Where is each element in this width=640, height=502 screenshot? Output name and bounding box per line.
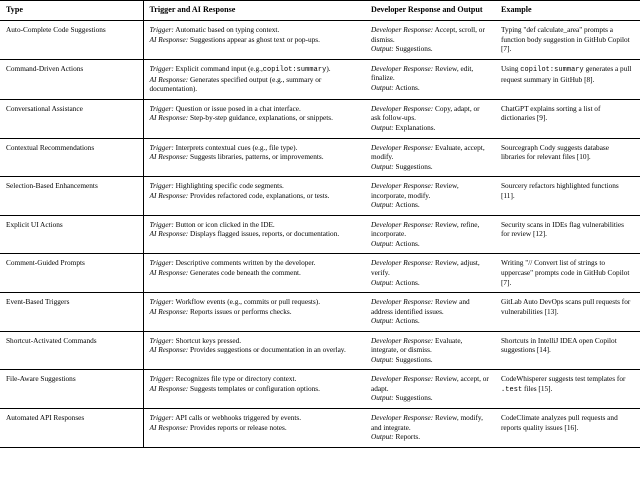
cell-example: Security scans in IDEs flag vulnerabilities for review [12]. [495, 215, 640, 254]
developer-response-line: Developer Response: Review and address identified issues. [371, 297, 470, 316]
trigger-line: Trigger: API calls or webhooks triggered by events. [149, 413, 302, 423]
developer-response-line: Developer Response: Accept, scroll, or dismiss. [371, 25, 485, 44]
output-label: Output: [371, 432, 394, 442]
cell-trigger-ai-response [143, 21, 365, 60]
ai-response-line: AI Response: Reports issues or performs checks. [149, 306, 292, 316]
cell-example: Writing "// Convert list of strings to uppercase" prompts code in GitHub Copilot [7]. [495, 254, 640, 293]
developer-response-label: Developer Response: [371, 335, 434, 345]
cell-type: Shortcut-Activated Commands [0, 331, 143, 370]
cell-example: GitLab Auto DevOps scans pull requests for vulnerabilities [13]. [495, 293, 640, 332]
output-line: Output: Reports. [371, 432, 421, 442]
cell-trigger-ai-response [143, 370, 365, 409]
table-row [0, 177, 640, 216]
cell-type: Comment-Guided Prompts [0, 254, 143, 293]
cell-type: Explicit UI Actions [0, 215, 143, 254]
developer-response-line: Developer Response: Review, incorporate, modify. [371, 181, 459, 200]
output-line: Output: Actions. [371, 238, 420, 248]
cell-developer-response-output [365, 215, 495, 254]
cell-trigger-ai-response [143, 293, 365, 332]
table-row [0, 293, 640, 332]
ai-response-label: AI Response: [149, 113, 189, 123]
table-row [0, 370, 640, 409]
developer-response-line: Developer Response: Evaluate, accept, modify. [371, 142, 485, 162]
ai-response-line: AI Response: Generates specified output (e.g., summary or documentation). [149, 74, 322, 94]
trigger-label: Trigger: [149, 103, 174, 113]
output-line: Output: Explanations. [371, 122, 436, 132]
output-label: Output: [371, 393, 394, 403]
column-header-example: Example [495, 1, 640, 21]
developer-response-line: Developer Response: Evaluate, integrate, or dismiss. [371, 335, 463, 355]
cell-developer-response-output [365, 331, 495, 370]
cell-developer-response-output [365, 138, 495, 177]
trigger-line: Trigger: Interprets contextual cues (e.g., file type). [149, 142, 298, 152]
trigger-line: Trigger: Recognizes file type or directory context. [149, 374, 297, 384]
table-row [0, 215, 640, 254]
cell-example: Shortcuts in IntelliJ IDEA open Copilot suggestions [14]. [495, 331, 640, 370]
cell-trigger-ai-response [143, 99, 365, 138]
developer-response-line: Developer Response: Review, accept, or adapt. [371, 374, 489, 393]
output-label: Output: [371, 238, 394, 248]
cell-example: Using copilot:summary generates a pull request summary in GitHub [8]. [495, 59, 640, 99]
header-row [0, 1, 640, 21]
output-label: Output: [371, 161, 394, 171]
code-literal: copilot:summary [262, 65, 327, 74]
developer-response-label: Developer Response: [371, 25, 434, 35]
output-line: Output: Suggestions. [371, 161, 433, 171]
developer-response-line: Developer Response: Copy, adapt, or ask follow-ups. [371, 103, 480, 123]
developer-response-line: Developer Response: Review, adjust, verify. [371, 258, 480, 277]
table-row [0, 59, 640, 99]
table-row [0, 409, 640, 448]
developer-response-label: Developer Response: [371, 142, 434, 152]
trigger-label: Trigger: [149, 181, 174, 191]
cell-type: Command-Driven Actions [0, 59, 143, 99]
ai-response-line: AI Response: Displays flagged issues, reports, or documentation. [149, 229, 340, 239]
trigger-label: Trigger: [149, 142, 174, 152]
ai-response-line: AI Response: Step-by-step guidance, explanations, or snippets. [149, 113, 333, 123]
table-row [0, 331, 640, 370]
cell-developer-response-output [365, 370, 495, 409]
cell-type: Contextual Recommendations [0, 138, 143, 177]
cell-developer-response-output [365, 293, 495, 332]
developer-response-label: Developer Response: [371, 63, 434, 73]
table-row [0, 99, 640, 138]
output-line: Output: Actions. [371, 82, 420, 92]
cell-developer-response-output [365, 177, 495, 216]
trigger-line: Trigger: Workflow events (e.g., commits or pull requests). [149, 297, 321, 307]
cell-developer-response-output [365, 99, 495, 138]
ai-response-label: AI Response: [149, 74, 189, 84]
trigger-line: Trigger: Button or icon clicked in the IDE. [149, 219, 275, 229]
trigger-line: Trigger: Explicit command input (e.g.,copilot:summary). [149, 63, 331, 74]
cell-type: Selection-Based Enhancements [0, 177, 143, 216]
ai-response-line: AI Response: Provides refactored code, explanations, or tests. [149, 190, 330, 200]
ai-response-label: AI Response: [149, 268, 189, 277]
code-literal: copilot:summary [520, 65, 584, 74]
cell-trigger-ai-response [143, 254, 365, 293]
cell-type: Event-Based Triggers [0, 293, 143, 332]
output-label: Output: [371, 316, 394, 326]
output-line: Output: Actions. [371, 200, 420, 210]
output-label: Output: [371, 354, 394, 364]
output-label: Output: [371, 277, 394, 287]
output-line: Output: Suggestions. [371, 44, 433, 54]
developer-response-label: Developer Response: [371, 258, 434, 268]
column-header-type: Type [0, 1, 143, 21]
trigger-line: Trigger: Shortcut keys pressed. [149, 335, 242, 345]
output-line: Output: Actions. [371, 277, 420, 287]
trigger-line: Trigger: Descriptive comments written by the developer. [149, 258, 316, 268]
cell-developer-response-output [365, 409, 495, 448]
output-label: Output: [371, 82, 394, 92]
ai-response-line: AI Response: Generates code beneath the comment. [149, 268, 301, 277]
trigger-label: Trigger: [149, 297, 174, 307]
column-header-trigger-ai-response: Trigger and AI Response [143, 1, 365, 21]
ai-response-label: AI Response: [149, 34, 189, 44]
trigger-label: Trigger: [149, 374, 174, 384]
trigger-label: Trigger: [149, 335, 174, 345]
developer-response-label: Developer Response: [371, 181, 434, 191]
cell-developer-response-output [365, 59, 495, 99]
table-row [0, 138, 640, 177]
trigger-label: Trigger: [149, 258, 174, 268]
output-label: Output: [371, 122, 394, 132]
developer-response-label: Developer Response: [371, 297, 434, 307]
output-label: Output: [371, 200, 394, 210]
output-line: Output: Suggestions. [371, 393, 433, 403]
trigger-line: Trigger: Automatic based on typing context. [149, 25, 280, 35]
ai-response-line: AI Response: Suggestions appear as ghost text or pop-ups. [149, 34, 320, 44]
developer-response-line: Developer Response: Review, modify, and integrate. [371, 413, 483, 432]
developer-response-label: Developer Response: [371, 219, 434, 229]
cell-trigger-ai-response [143, 177, 365, 216]
cell-developer-response-output [365, 254, 495, 293]
ai-response-label: AI Response: [149, 383, 189, 393]
cell-type: Automated API Responses [0, 409, 143, 448]
cell-trigger-ai-response [143, 409, 365, 448]
ai-response-label: AI Response: [149, 422, 189, 432]
cell-trigger-ai-response [143, 138, 365, 177]
ai-response-line: AI Response: Provides suggestions or documentation in an overlay. [149, 345, 346, 355]
cell-trigger-ai-response [143, 59, 365, 99]
code-literal: .test [501, 385, 523, 394]
ai-response-label: AI Response: [149, 306, 189, 316]
ai-response-label: AI Response: [149, 152, 189, 162]
cell-developer-response-output [365, 21, 495, 60]
cell-example: CodeClimate analyzes pull requests and reports quality issues [16]. [495, 409, 640, 448]
table-header [0, 1, 640, 21]
cell-trigger-ai-response [143, 331, 365, 370]
ai-response-line: AI Response: Suggests templates or configuration options. [149, 383, 320, 393]
trigger-label: Trigger: [149, 413, 174, 423]
table-body [0, 21, 640, 448]
cell-example: CodeWhisperer suggests test templates for .test files [15]. [495, 370, 640, 409]
developer-response-line: Developer Response: Review, refine, incorporate. [371, 219, 480, 239]
output-line: Output: Actions. [371, 316, 420, 326]
trigger-label: Trigger: [149, 63, 174, 73]
cell-type: Conversational Assistance [0, 99, 143, 138]
developer-response-line: Developer Response: Review, edit, finalize. [371, 63, 474, 83]
table-row [0, 21, 640, 60]
trigger-label: Trigger: [149, 219, 174, 229]
cell-example: ChatGPT explains sorting a list of dictionaries [9]. [495, 99, 640, 138]
cell-trigger-ai-response [143, 215, 365, 254]
ai-response-label: AI Response: [149, 345, 189, 355]
developer-response-label: Developer Response: [371, 413, 434, 423]
cell-example: Sourcery refactors highlighted functions [11]. [495, 177, 640, 216]
developer-response-label: Developer Response: [371, 103, 434, 113]
cell-example: Typing "def calculate_area" prompts a function body suggestion in GitHub Copilot [7]. [495, 21, 640, 60]
ai-response-line: AI Response: Provides reports or release notes. [149, 422, 287, 432]
trigger-line: Trigger: Highlighting specific code segments. [149, 181, 284, 191]
cell-example: Sourcegraph Cody suggests database libraries for relevant files [10]. [495, 138, 640, 177]
column-header-developer-response-output: Developer Response and Output [365, 1, 495, 21]
cell-type: File-Aware Suggestions [0, 370, 143, 409]
ai-response-line: AI Response: Suggests libraries, patterns, or improvements. [149, 152, 324, 162]
cell-type: Auto-Complete Code Suggestions [0, 21, 143, 60]
output-line: Output: Suggestions. [371, 354, 433, 364]
table-row [0, 254, 640, 293]
output-label: Output: [371, 44, 394, 54]
trigger-line: Trigger: Question or issue posed in a chat interface. [149, 103, 301, 113]
ai-response-label: AI Response: [149, 190, 189, 200]
trigger-label: Trigger: [149, 25, 174, 35]
developer-response-label: Developer Response: [371, 374, 434, 384]
ai-response-label: AI Response: [149, 229, 189, 239]
